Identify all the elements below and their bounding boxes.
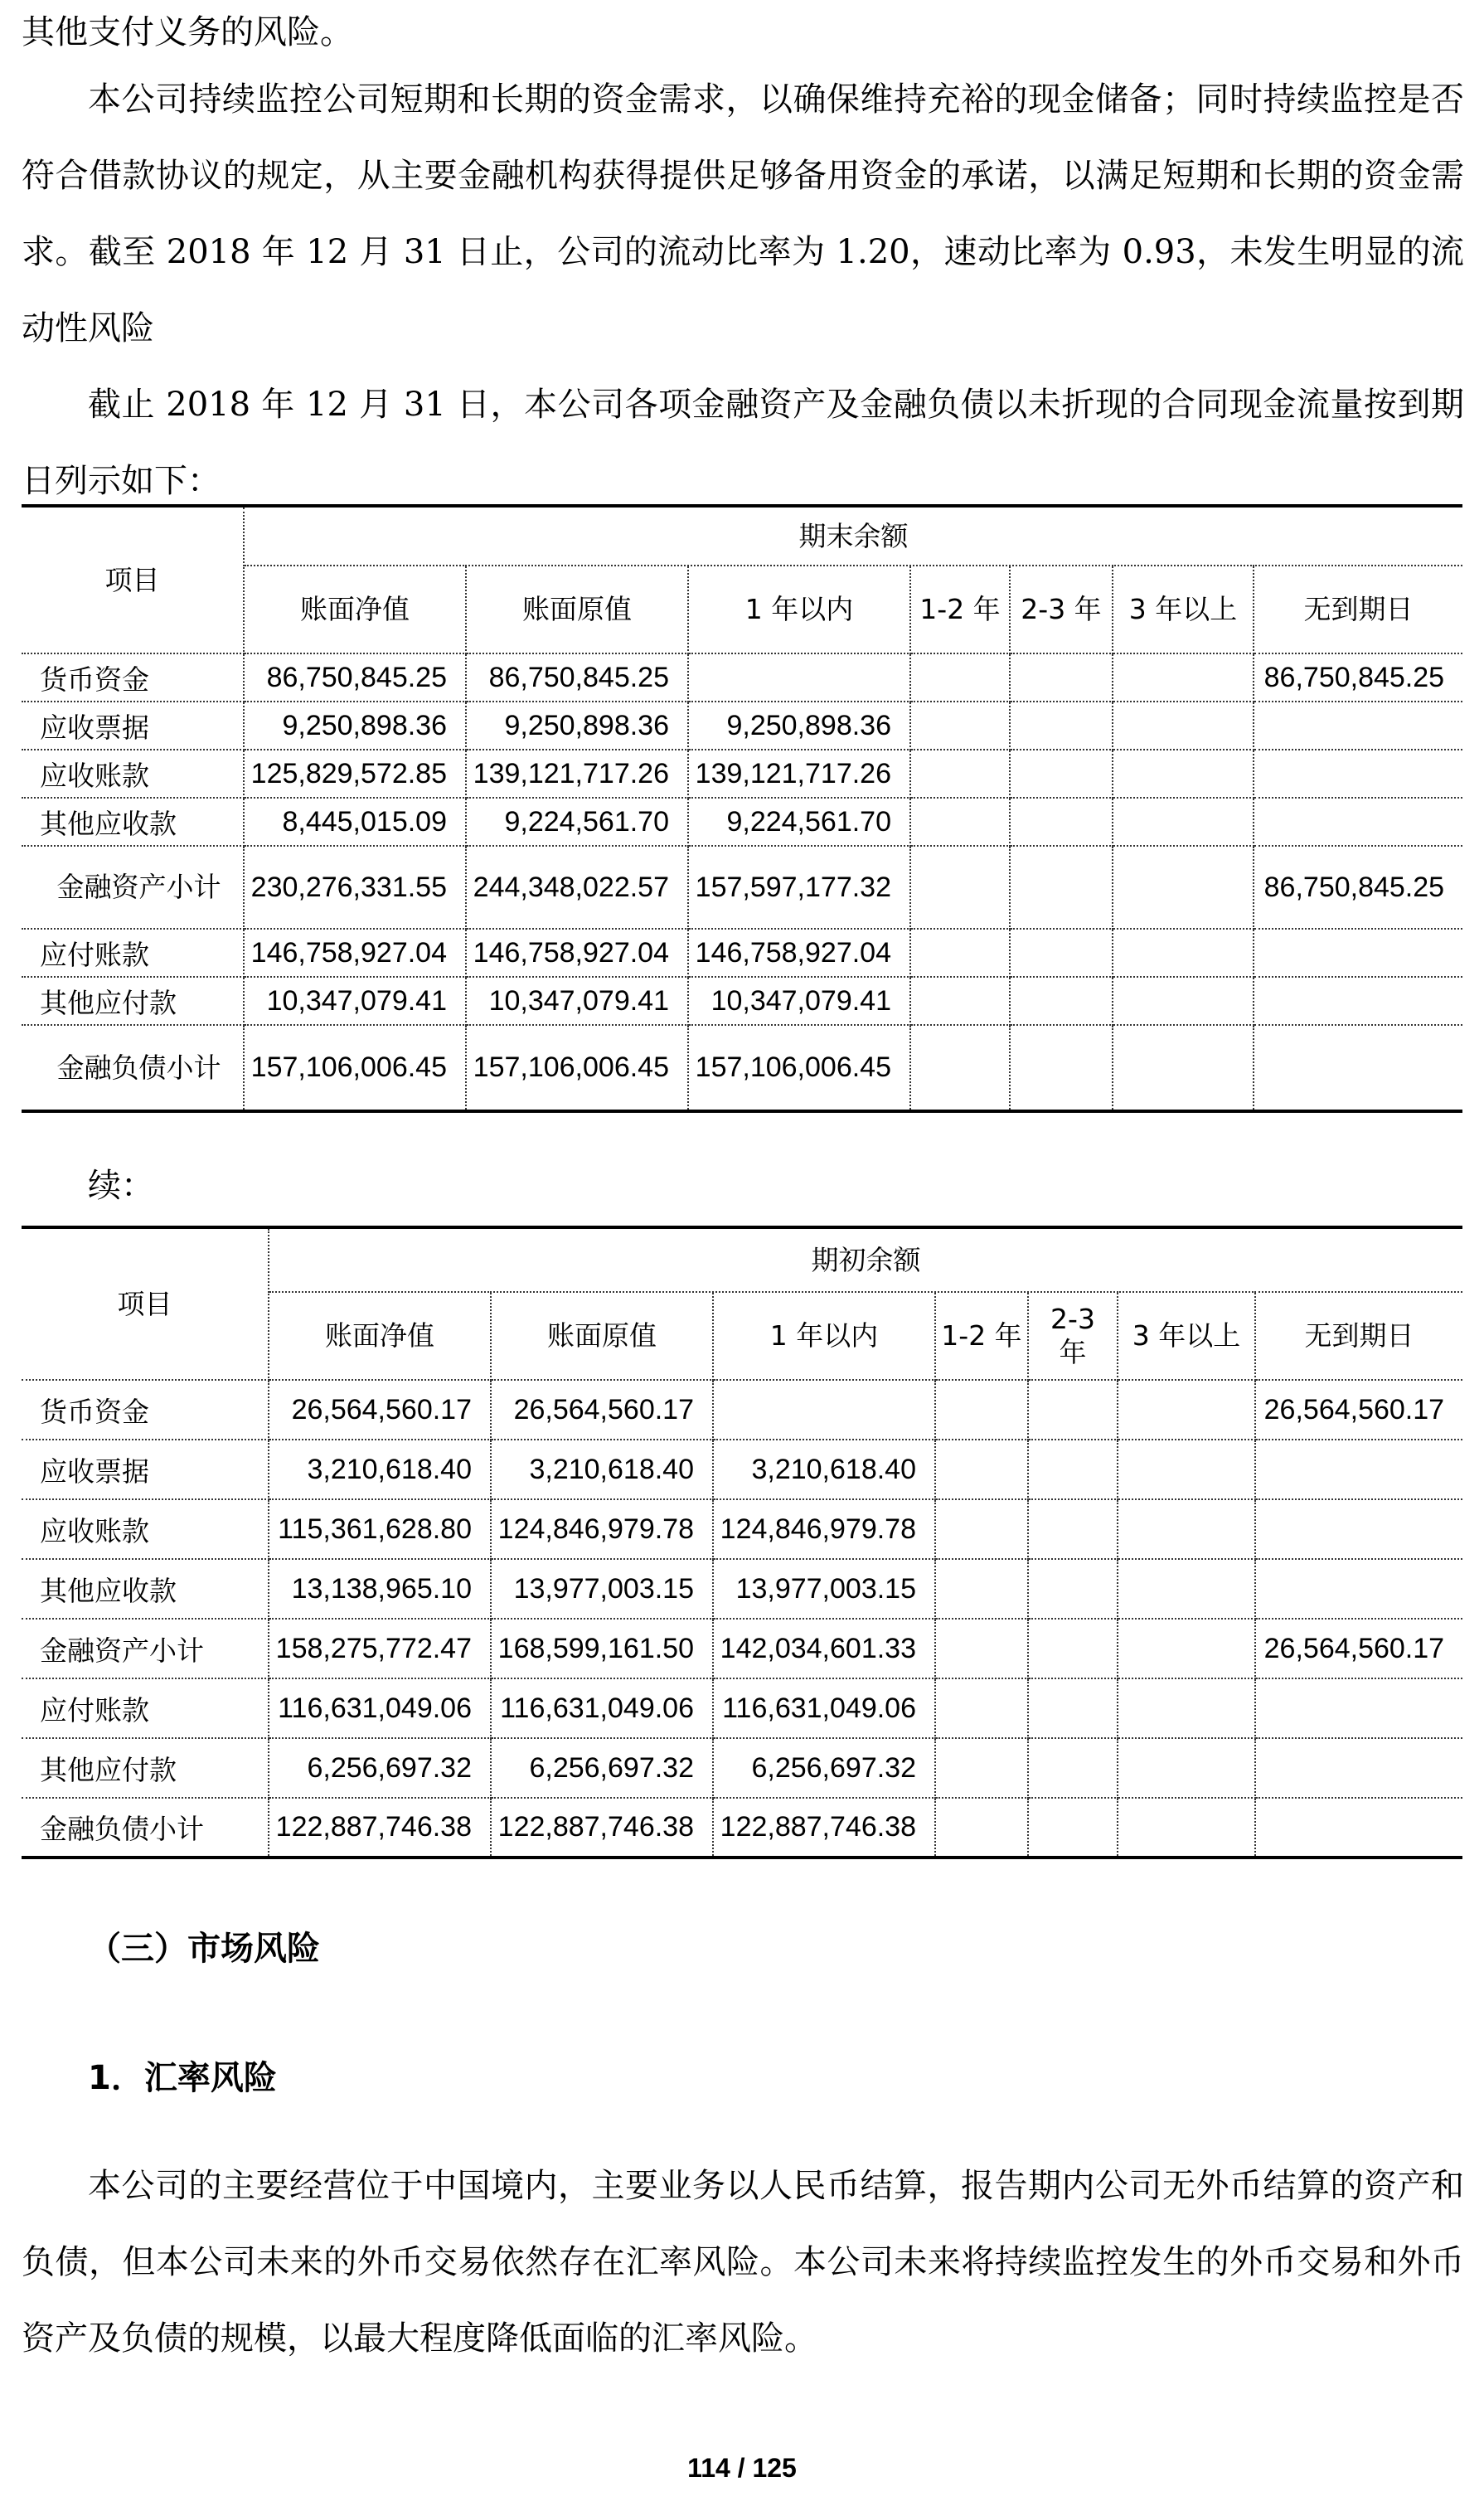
cell-gross: 116,631,049.06 <box>491 1678 713 1738</box>
cell-net: 13,138,965.10 <box>269 1559 491 1619</box>
col-header: 无到期日 <box>1255 1292 1462 1380</box>
row-label: 金融负债小计 <box>22 1025 244 1111</box>
fx-risk-section <box>22 2148 1464 2377</box>
table-row <box>22 1025 1462 1111</box>
sub-heading: 1．汇率风险 <box>88 2059 277 2097</box>
table-row <box>22 1559 1462 1619</box>
cell-y1: 9,224,561.70 <box>688 798 910 846</box>
group-header: 期初余额 <box>269 1227 1462 1292</box>
cell-y3 <box>1113 929 1254 977</box>
cell-y1: 157,106,006.45 <box>688 1025 910 1111</box>
col-header: 账面原值 <box>466 566 688 653</box>
cell-net: 146,758,927.04 <box>244 929 466 977</box>
table-row <box>22 1380 1462 1440</box>
cell-y12 <box>935 1619 1028 1678</box>
cell-y3 <box>1113 846 1254 929</box>
cell-net: 86,750,845.25 <box>244 653 466 702</box>
cell-none <box>1255 1440 1462 1499</box>
col-header: 账面净值 <box>269 1292 491 1380</box>
cell-none <box>1255 1678 1462 1738</box>
cell-y12 <box>935 1499 1028 1559</box>
closing-balance-table <box>22 504 1462 1113</box>
cell-y23 <box>1028 1738 1118 1798</box>
cell-y3 <box>1113 1025 1254 1111</box>
cell-y1 <box>688 653 910 702</box>
continued-label: 续： <box>88 1167 154 1205</box>
row-label: 应付账款 <box>22 929 244 977</box>
row-label: 应付账款 <box>22 1678 269 1738</box>
cell-y3 <box>1113 702 1254 750</box>
col-header: 2-3 年 <box>1028 1292 1118 1380</box>
cell-gross: 124,846,979.78 <box>491 1499 713 1559</box>
cell-y1: 124,846,979.78 <box>713 1499 935 1559</box>
cell-y12 <box>935 1798 1028 1858</box>
cell-none <box>1255 1559 1462 1619</box>
cell-y1: 6,256,697.32 <box>713 1738 935 1798</box>
cell-y3 <box>1118 1440 1255 1499</box>
cell-none <box>1254 977 1462 1025</box>
col-header: 账面原值 <box>491 1292 713 1380</box>
table-row <box>22 1678 1462 1738</box>
row-label: 应收票据 <box>22 1440 269 1499</box>
table-row <box>22 1499 1462 1559</box>
cell-gross: 10,347,079.41 <box>466 977 688 1025</box>
row-label: 货币资金 <box>22 1380 269 1440</box>
cell-net: 8,445,015.09 <box>244 798 466 846</box>
cell-y3 <box>1118 1559 1255 1619</box>
cell-y12 <box>910 977 1010 1025</box>
cell-y1: 13,977,003.15 <box>713 1559 935 1619</box>
cell-y3 <box>1113 977 1254 1025</box>
cell-net: 6,256,697.32 <box>269 1738 491 1798</box>
cell-none <box>1254 929 1462 977</box>
cell-none: 26,564,560.17 <box>1255 1380 1462 1440</box>
cell-gross: 13,977,003.15 <box>491 1559 713 1619</box>
cell-y12 <box>935 1738 1028 1798</box>
cell-y1: 3,210,618.40 <box>713 1440 935 1499</box>
intro-line: 其他支付义务的风险。 <box>22 13 353 51</box>
cell-gross: 86,750,845.25 <box>466 653 688 702</box>
cell-y12 <box>910 653 1010 702</box>
cell-net: 230,276,331.55 <box>244 846 466 929</box>
table-row <box>22 1738 1462 1798</box>
cell-y23 <box>1010 977 1113 1025</box>
cell-y12 <box>910 929 1010 977</box>
cell-y12 <box>910 702 1010 750</box>
table-row <box>22 702 1462 750</box>
cell-y23 <box>1028 1619 1118 1678</box>
cell-y1: 116,631,049.06 <box>713 1678 935 1738</box>
cell-gross: 122,887,746.38 <box>491 1798 713 1858</box>
cell-y3 <box>1118 1738 1255 1798</box>
cell-gross: 168,599,161.50 <box>491 1619 713 1678</box>
cell-y12 <box>935 1380 1028 1440</box>
cell-y1: 10,347,079.41 <box>688 977 910 1025</box>
cell-y23 <box>1028 1499 1118 1559</box>
cell-gross: 3,210,618.40 <box>491 1440 713 1499</box>
cell-net: 122,887,746.38 <box>269 1798 491 1858</box>
cell-y1: 139,121,717.26 <box>688 750 910 798</box>
cell-y3 <box>1118 1798 1255 1858</box>
col-header: 3 年以上 <box>1113 566 1254 653</box>
cell-none <box>1254 1025 1462 1111</box>
cell-y23 <box>1010 702 1113 750</box>
row-label: 货币资金 <box>22 653 244 702</box>
cell-net: 125,829,572.85 <box>244 750 466 798</box>
cell-net: 158,275,772.47 <box>269 1619 491 1678</box>
cell-none: 86,750,845.25 <box>1254 846 1462 929</box>
row-label: 应收账款 <box>22 750 244 798</box>
table-row <box>22 929 1462 977</box>
table-row <box>22 798 1462 846</box>
cell-none <box>1254 798 1462 846</box>
cell-y23 <box>1028 1380 1118 1440</box>
maturity-intro-paragraph: 截止 2018 年 12 月 31 日，本公司各项金融资产及金融负债以未折现的合同现金流量按到期日列示如下： <box>22 386 1464 500</box>
cell-y1: 157,597,177.32 <box>688 846 910 929</box>
row-label: 应收票据 <box>22 702 244 750</box>
cell-net: 10,347,079.41 <box>244 977 466 1025</box>
cell-gross: 9,224,561.70 <box>466 798 688 846</box>
cell-none <box>1255 1798 1462 1858</box>
cell-y3 <box>1113 653 1254 702</box>
row-label: 金融负债小计 <box>22 1798 269 1858</box>
cell-y1: 142,034,601.33 <box>713 1619 935 1678</box>
cell-y12 <box>910 846 1010 929</box>
col-header: 1-2 年 <box>935 1292 1028 1380</box>
cell-y1: 9,250,898.36 <box>688 702 910 750</box>
row-label: 其他应付款 <box>22 1738 269 1798</box>
cell-y3 <box>1118 1619 1255 1678</box>
cell-none <box>1255 1738 1462 1798</box>
cell-y1: 122,887,746.38 <box>713 1798 935 1858</box>
col-header: 3 年以上 <box>1118 1292 1255 1380</box>
cell-y12 <box>935 1559 1028 1619</box>
col-header: 账面净值 <box>244 566 466 653</box>
cell-y23 <box>1010 750 1113 798</box>
table-row <box>22 750 1462 798</box>
cell-none: 26,564,560.17 <box>1255 1619 1462 1678</box>
cell-y23 <box>1010 653 1113 702</box>
cell-y12 <box>910 1025 1010 1111</box>
row-label: 其他应收款 <box>22 798 244 846</box>
table-row <box>22 846 1462 929</box>
cell-none: 86,750,845.25 <box>1254 653 1462 702</box>
cell-net: 115,361,628.80 <box>269 1499 491 1559</box>
cell-y3 <box>1118 1380 1255 1440</box>
liquidity-paragraph: 本公司持续监控公司短期和长期的资金需求，以确保维持充裕的现金储备；同时持续监控是否符合借款协议的规定，从主要金融机构获得提供足够备用资金的承诺，以满足短期和长期的资金需求。截至 2018 年 12 月 31 日止，公司的流动比率为 1.20，速动比率为 0.93，未发生明显的流动性风险 <box>22 80 1464 347</box>
row-label: 金融资产小计 <box>22 846 244 929</box>
group-header: 期末余额 <box>244 506 1462 566</box>
cell-y12 <box>935 1440 1028 1499</box>
cell-y23 <box>1028 1559 1118 1619</box>
cell-net: 157,106,006.45 <box>244 1025 466 1111</box>
cell-y12 <box>910 798 1010 846</box>
table-row <box>22 1440 1462 1499</box>
cell-net: 9,250,898.36 <box>244 702 466 750</box>
cell-gross: 157,106,006.45 <box>466 1025 688 1111</box>
row-label: 其他应收款 <box>22 1559 269 1619</box>
item-header: 项目 <box>22 506 244 653</box>
cell-none <box>1254 750 1462 798</box>
cell-y23 <box>1010 798 1113 846</box>
opening-balance-table <box>22 1226 1462 1859</box>
cell-gross: 26,564,560.17 <box>491 1380 713 1440</box>
cell-y23 <box>1028 1440 1118 1499</box>
table-row <box>22 977 1462 1025</box>
cell-y3 <box>1113 798 1254 846</box>
cell-gross: 146,758,927.04 <box>466 929 688 977</box>
cell-y23 <box>1010 1025 1113 1111</box>
cell-net: 116,631,049.06 <box>269 1678 491 1738</box>
cell-y23 <box>1010 929 1113 977</box>
cell-y12 <box>910 750 1010 798</box>
cell-net: 3,210,618.40 <box>269 1440 491 1499</box>
section-heading: （三）市场风险 <box>88 1930 320 1968</box>
col-header: 1 年以内 <box>688 566 910 653</box>
col-header: 无到期日 <box>1254 566 1462 653</box>
table-row <box>22 1619 1462 1678</box>
col-header: 1-2 年 <box>910 566 1010 653</box>
cell-none <box>1255 1499 1462 1559</box>
cell-y23 <box>1028 1798 1118 1858</box>
intro-section <box>22 0 1464 519</box>
col-header: 1 年以内 <box>713 1292 935 1380</box>
row-label: 其他应付款 <box>22 977 244 1025</box>
item-header: 项目 <box>22 1227 269 1380</box>
fx-risk-paragraph: 本公司的主要经营位于中国境内，主要业务以人民币结算，报告期内公司无外币结算的资产和负债，但本公司未来的外币交易依然存在汇率风险。本公司未来将持续监控发生的外币交易和外币资产及负债的规模，以最大程度降低面临的汇率风险。 <box>22 2167 1464 2358</box>
cell-y3 <box>1118 1678 1255 1738</box>
row-label: 应收账款 <box>22 1499 269 1559</box>
cell-gross: 139,121,717.26 <box>466 750 688 798</box>
cell-y1: 146,758,927.04 <box>688 929 910 977</box>
cell-y23 <box>1028 1678 1118 1738</box>
table-row <box>22 653 1462 702</box>
cell-y3 <box>1118 1499 1255 1559</box>
cell-y3 <box>1113 750 1254 798</box>
cell-y23 <box>1010 846 1113 929</box>
cell-y1 <box>713 1380 935 1440</box>
cell-net: 26,564,560.17 <box>269 1380 491 1440</box>
page-number: 114 / 125 <box>687 2453 797 2483</box>
cell-gross: 244,348,022.57 <box>466 846 688 929</box>
cell-gross: 9,250,898.36 <box>466 702 688 750</box>
cell-gross: 6,256,697.32 <box>491 1738 713 1798</box>
cell-y12 <box>935 1678 1028 1738</box>
row-label: 金融资产小计 <box>22 1619 269 1678</box>
cell-none <box>1254 702 1462 750</box>
table-row <box>22 1798 1462 1858</box>
col-header: 2-3 年 <box>1010 566 1113 653</box>
